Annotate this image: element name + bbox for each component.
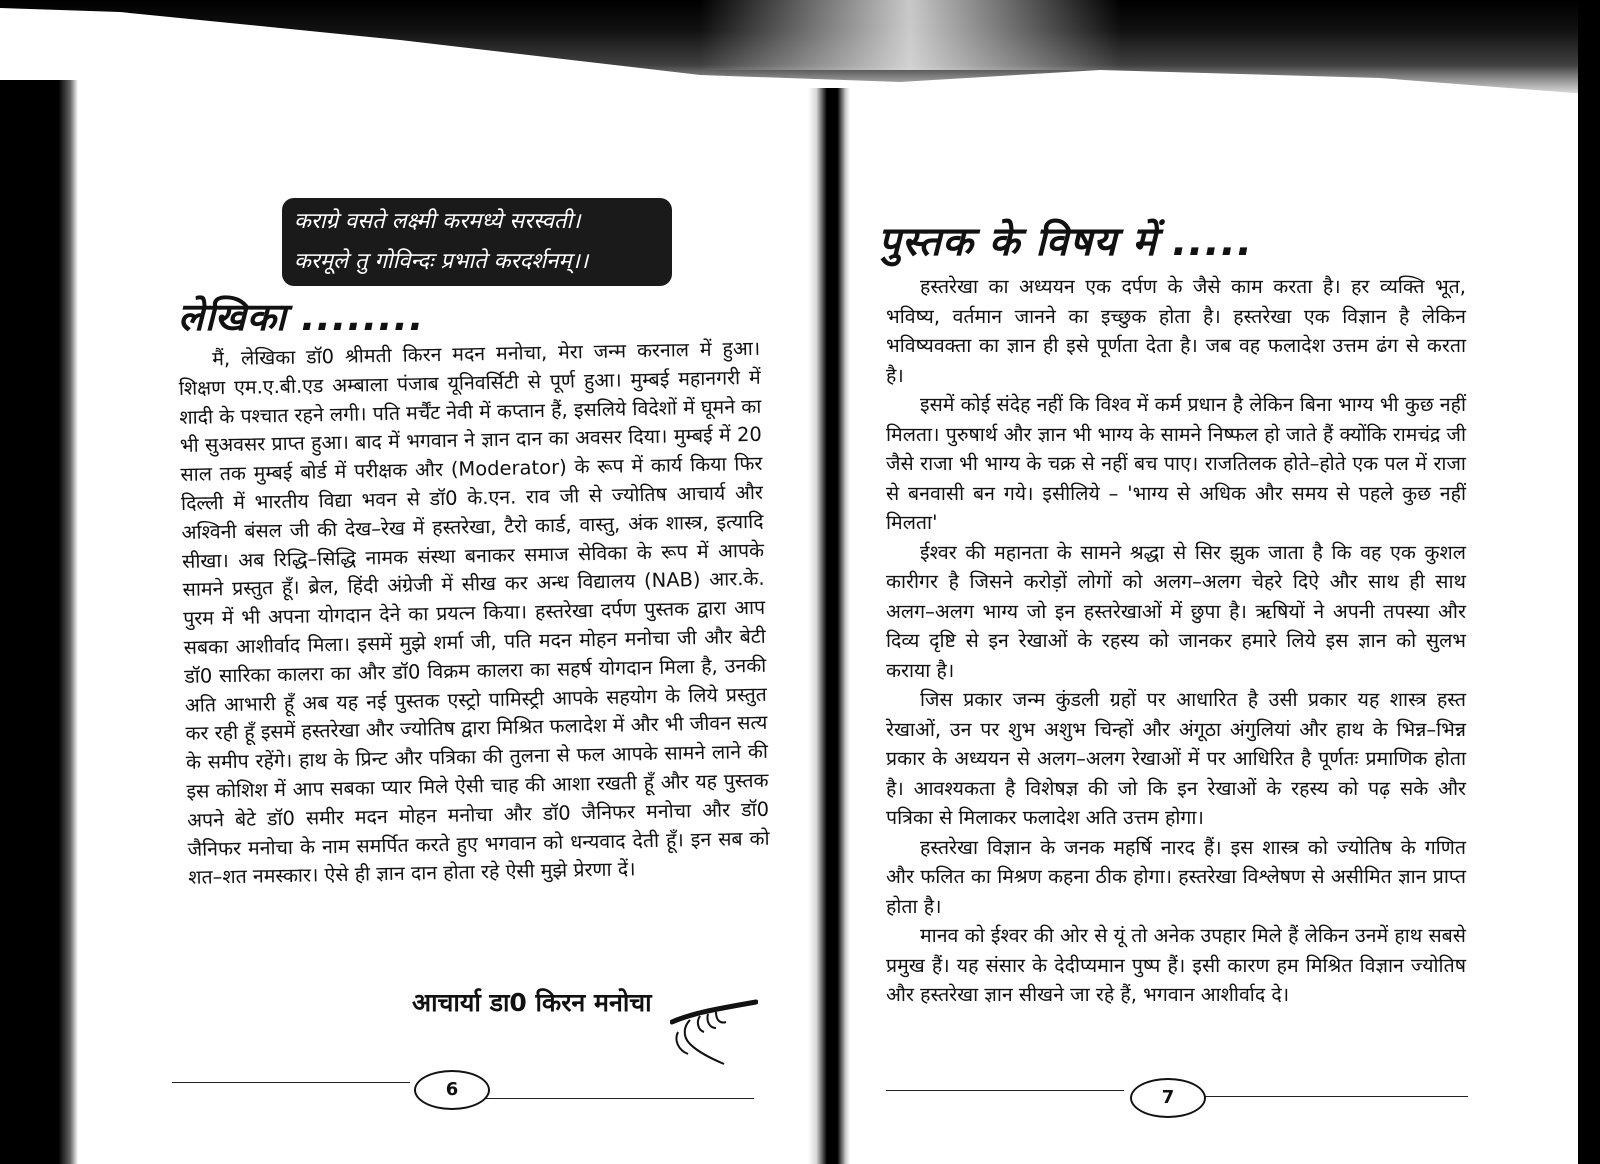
shloka-box — [282, 198, 672, 286]
about-paragraph-2: इसमें कोई संदेह नहीं कि विश्व में कर्म प्रधान है लेकिन बिना भाग्य भी कुछ नहीं मिलता। पुरुषार्थ और ज्ञान भी भाग्य के सामने निष्फल हो जाते हैं क्योंकि रामचंद्र जी जैसे राजा भी भाग्य के चक्र से नहीं बच पाए। राजतिलक होते–होते एक पल में राजा से बनवासी बन गये। इसीलिये – 'भाग्य से अधिक और समय से पहले कुछ नहीं मिलता' — [886, 393, 1466, 534]
about-paragraph-3: ईश्वर की महानता के सामने श्रद्धा से सिर झुक जाता है कि वह एक कुशल कारीगर है जिसने करोड़ों लोगों को अलग–अलग चेहरे दिऐ और साथ ही साथ अलग–अलग भाग्य जो इन हस्तरेखाओं में छुपा है। ऋषियों ने अपनी तपस्या और दिव्य दृष्टि से इन रेखाओं के रहस्य को जानकर हमारे लिये इस ज्ञान को सुलभ कराया है। — [886, 540, 1466, 682]
footer-line-right-a — [886, 1090, 1124, 1091]
scan-shadow-left — [0, 80, 78, 1164]
footer-line-left-a — [172, 1082, 410, 1083]
page-number-6: 6 — [414, 1070, 490, 1110]
author-bio-paragraph: मैं, लेखिका डॉ0 श्रीमती किरन मदन मनोचा, मेरा जन्म करनाल में हुआ। शिक्षण एम.ए.बी.एड अम्बाला पंजाब यूनिवर्सिटी से पूर्ण हुआ। मुम्बई महानगरी में शादी के पश्चात रहने लगी। पति मर्चैंट नेवी में कप्तान हैं, इसलिये विदेशों में घूमने का भी सुअवसर प्राप्त हुआ। बाद में भगवान ने ज्ञान दान का अवसर दिया। मुम्बई में 20 साल तक मुम्बई बोर्ड में परीक्षक और (Moderator) के रूप में कार्य किया फिर दिल्ली में भारतीय विद्या भवन से डॉ0 के.एन. राव जी से ज्योतिष आचार्य और अश्विनी बंसल जी की देख–रेख में हस्तरेखा, टैरो कार्ड, वास्तु, अंक शास्त्र, इत्यादि सीखा। अब रिद्धि–सिद्धि नामक संस्था बनाकर समाज सेविका के रूप में आपके सामने प्रस्तुत हूँ। ब्रेल, हिंदी अंग्रेजी में सीख कर अन्ध विद्यालय (NAB) आर.के. पुरम में भी अपना योगदान देने का प्रयत्न किया। हस्तरेखा दर्पण पुस्तक द्वारा आप सबका आशीर्वाद मिला। इसमें मुझे शर्मा जी, पति मदन मोहन मनोचा जी और बेटी डॉ0 सारिका कालरा का और डॉ0 विक्रम कालरा का सहर्ष योगदान मिला है, उनकी अति आभारी हूँ अब यह नई पुस्तक एस्ट्रो पामिस्ट्री आपके सहयोग के लिये प्रस्तुत कर रही हूँ इसमें हस्तरेखा और ज्योतिष द्वारा मिश्रित फलादेश में और भी जीवन सत्य के समीप रहेंगे। हाथ के प्रिन्ट और पत्रिका की तुलना से फल आपके सामने लाने की इस कोशिश में आप सबका प्यार मिले ऐसी चाह की आशा रखती हूँ और यह पुस्तक अपने बेटे डॉ0 समीर मदन मोहन मनोचा और डॉ0 जैनिफर मनोचा और डॉ0 जैनिफर मनोचा के नाम समर्पित करते हुए भगवान को धन्यवाद देती हूँ। इन सब को शत–शत नमस्कार। ऐसे ही ज्ञान दान होता रहे ऐसी मुझे प्रेरणा दें। — [178, 336, 770, 890]
shloka-line-1: कराग्रे वसते लक्ष्मी करमध्ये सरस्वती। — [294, 209, 581, 234]
about-paragraph-6: मानव को ईश्वर की ओर से यूं तो अनेक उपहार मिले हैं लेकिन उनमें हाथ सबसे प्रमुख हैं। यह संसार के देदीप्यमान पुष्प हैं। इसी कारण हम मिश्रित विज्ञान ज्योतिष और हस्तरेखा ज्ञान सीखने जा रहे हैं, भगवान आशीर्वाद दे। — [886, 924, 1466, 1006]
book-about-heading: पुस्तक के विषय में ..... — [878, 219, 1254, 265]
about-paragraph-1: हस्तरेखा का अध्ययन एक दर्पण के जैसे काम करता है। हर व्यक्ति भूत, भविष्य, वर्तमान जानने का इच्छुक होता है। हस्तरेखा एक विज्ञान है लेकिन भविष्यवक्ता का ज्ञान ही इसे पूर्णता देता है। जब वह फलादेश उत्तम ढंग से करता है। — [886, 275, 1466, 387]
shloka-line-2: करमूले तु गोविन्दः प्रभाते करदर्शनम्।। — [294, 249, 589, 274]
scan-glare — [700, 0, 1120, 70]
book-about-body — [886, 272, 1466, 1010]
hand-writing-pen-icon — [670, 992, 758, 1068]
page-number-7: 7 — [1130, 1078, 1206, 1118]
book-spine — [808, 88, 850, 1164]
author-heading: लेखिका ........ — [178, 295, 425, 339]
about-paragraph-5: हस्तरेखा विज्ञान के जनक महर्षि नारद हैं। इस शास्त्र को ज्योतिष के गणित और फलित का मिश्रण कहना ठीक होगा। हस्तरेखा विश्लेषण से असीमित ज्ञान प्राप्त होता है। — [886, 835, 1466, 918]
about-paragraph-4: जिस प्रकार जन्म कुंडली ग्रहों पर आधारित है उसी प्रकार यह शास्त्र हस्त रेखाओं, उन पर शुभ अशुभ चिन्हों और अंगूठा अंगुलियां और हाथ के भिन्न–भिन्न प्रकार के अध्ययन से अलग–अलग रेखाओं में पर आधिरित है पूर्णतः प्रमाणिक होता है। आवश्यकता है विशेषज्ञ की जो कि इन रेखाओं के रहस्य को पढ़ सके और पत्रिका से मिलाकर फलादेश अति उत्तम होगा। — [886, 688, 1466, 829]
footer-line-right-b — [1200, 1096, 1468, 1097]
author-bio — [178, 335, 770, 893]
author-signature: आचार्या डा0 किरन मनोचा — [412, 988, 652, 1017]
scan-shadow-right — [1578, 0, 1600, 1164]
footer-line-left-b — [484, 1098, 754, 1099]
